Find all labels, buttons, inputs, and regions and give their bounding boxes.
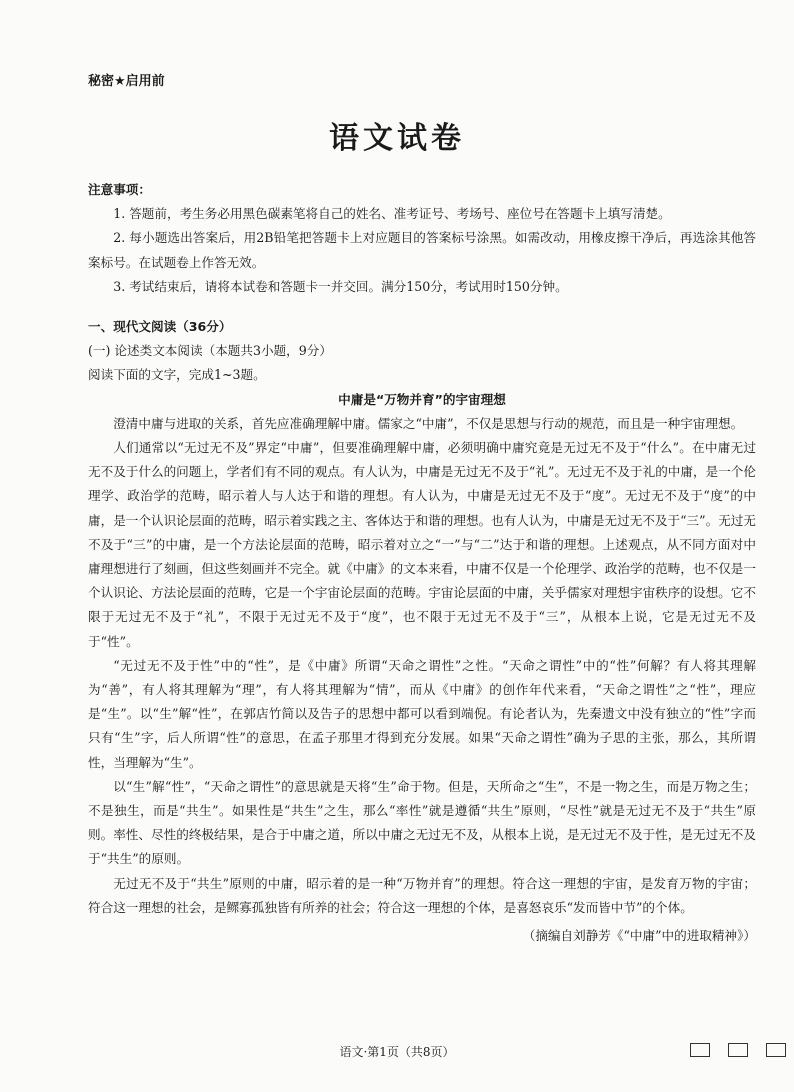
page-footer: 语文·第1页（共8页） (339, 1045, 455, 1059)
article-paragraph: 人们通常以“无过无不及”界定“中庸”，但要准确理解中庸，必须明确中庸究竟是无过无不及于“什么”。在中庸无过无不及于什么的问题上，学者们有不同的观点。有人认为，中庸是无过无不及于“礼”。无过无不及于礼的中庸，是一个伦理学、政治学的范畴，昭示着人与人达于和谐的理想。有人认为，中庸是无过无不及于“度”。无过无不及于“度”的中庸，是一个认识论层面的范畴，昭示着实践之主、客体达于和谐的理想。也有人认为，中庸是无过无不及于“三”。无过无不及于“三”的中庸，是一个方法论层面的范畴，昭示着对立之“一”与“二”达于和谐的理想。上述观点，从不同方面对中庸理想进行了刻画，但这些刻画并不完全。就《中庸》的文本来看，中庸不仅是一个伦理学、政治学的范畴，也不仅是一个认识论、方法论层面的范畴，它是一个宇宙论层面的范畴。宇宙论层面的中庸，关乎儒家对理想宇宙秩序的设想。它不限于无过无不及于“礼”，不限于无过无不及于“度”，也不限于无过无不及于“三”，从根本上说，它是无过无不及于“性”。 (88, 440, 756, 649)
instruction: 阅读下面的文字，完成1~3题。 (88, 367, 266, 383)
article-title: 中庸是“万物并育”的宇宙理想 (338, 391, 506, 407)
score-box (766, 1043, 786, 1057)
confidential-label: 秘密★启用前 (88, 74, 165, 89)
spacer (88, 299, 756, 315)
score-box (728, 1043, 748, 1057)
article-paragraph: 无过无不及于“共生”原则的中庸，昭示着的是一种“万物并育”的理想。符合这一理想的宇宙，是发育万物的宇宙；符合这一理想的社会，是鳏寡孤独皆有所养的社会；符合这一理想的个体，是喜怒哀乐“发而皆中节”的个体。 (88, 875, 756, 915)
article-paragraph: “无过无不及于性”中的“性”，是《中庸》所谓“天命之谓性”之性。“天命之谓性”中的“性”何解？有人将其理解为“善”，有人将其理解为“理”，有人将其理解为“情”，而从《中庸》的创作年代来看，“天命之谓性”之“性”，理应是“生”。以“生”解“性”，在郭店竹简以及告子的思想中都可以看到端倪。有论者认为，先秦遗文中没有独立的“性”字而只有“生”字，后人所谓“性”的意思，在孟子那里才得到充分发展。如果“天命之谓性”确为子思的主张，那么，其所谓性，当理解为“生”。 (88, 657, 756, 770)
page-title: 语文试卷 (329, 121, 465, 156)
notice-item: 3. 考试结束后，请将本试卷和答题卡一并交回。满分150分，考试用时150分钟。 (113, 278, 568, 294)
notice-heading: 注意事项： (88, 182, 151, 197)
section-heading: 一、现代文阅读（36分） (88, 319, 232, 335)
article-paragraph: 以“生”解“性”，“天命之谓性”的意思就是天将“生”命于物。但是，天所命之“生”，不是一物之生，而是万物之生；不是独生，而是“共生”。如果性是“共生”之生，那么“率性”就是遵循“共生”原则，“尽性”就是无过无不及于“共生”原则。率性、尽性的终极结果，是合于中庸之道，所以中庸之无过无不及，从根本上说，是无过无不及于性，是无过无不及于“共生”的原则。 (88, 778, 756, 867)
notice-item: 2. 每小题选出答案后，用2B铅笔把答题卡上对应题目的答案标号涂黑。如需改动，用橡皮擦干净后，再选涂其他答案标号。在试题卷上作答无效。 (88, 230, 756, 270)
subsection-heading: (一) 论述类文本阅读（本题共3小题，9分） (88, 343, 332, 359)
article-paragraph: 澄清中庸与进取的关系，首先应准确理解中庸。儒家之“中庸”，不仅是思想与行动的规范，而且是一种宇宙理想。 (113, 415, 744, 431)
score-box (690, 1043, 710, 1057)
score-boxes (690, 1043, 786, 1057)
article-source: （摘编自刘静芳《“中庸”中的进取精神》） (522, 928, 756, 944)
exam-content (88, 178, 756, 948)
notice-item: 1. 答题前，考生务必用黑色碳素笔将自己的姓名、准考证号、考场号、座位号在答题卡上填写清楚。 (113, 206, 671, 222)
